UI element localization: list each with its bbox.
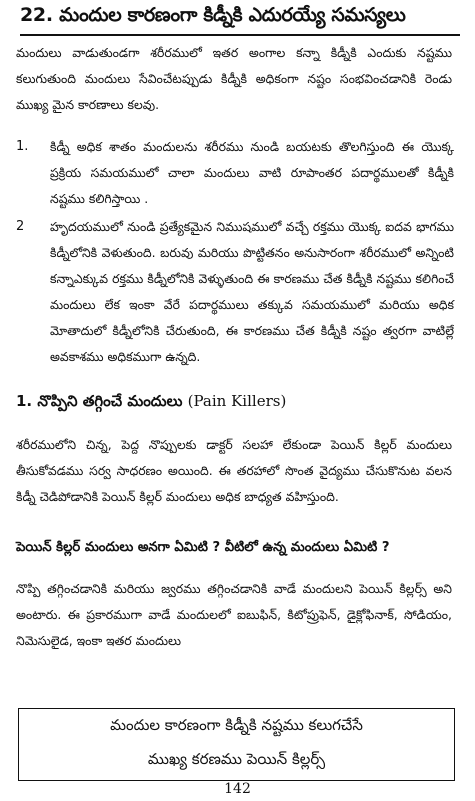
- callout-line: ముఖ్య కరణము పెయిన్ కిల్లర్స్: [147, 750, 326, 768]
- reason-text: కిడ్నీ అధిక శాతం మందులను శరీరము నుండి బయటకు తొలగిస్తుంది ఈ యొక్క ప్రక్రియ సమయములో చాలా మందులు వాటి రూపాంతర పదార్థములతో కిడ్నీకి నష్టము కలిగిస్తాయి .: [50, 139, 454, 206]
- reason-number: 1.: [16, 139, 29, 154]
- intro-paragraph: మందులు వాడుతుండగా శరీరములో ఇతర అంగాల కన్నా కిడ్నీకి ఎందుకు నష్టము కలుగుతుంది మందులు సేవించేటప్పుడు కిడ్నీకి అధికంగా నష్టం సంభవించడానికి రెండు ముఖ్య మైన కారణాలు కలవు.: [16, 45, 452, 112]
- question-heading: పెయిన్ కిల్లర్ మందులు అనగా ఏమిటి ? వీటిలో ఉన్న మందులు ఏమిటి ?: [16, 540, 390, 555]
- section-title-english: (Pain Killers): [187, 392, 287, 410]
- page-number: 142: [224, 781, 251, 797]
- answer-paragraph: నొప్పి తగ్గించడానికి మరియు జ్వరము తగ్గించడానికి వాడే మందులని పెయిన్ కిల్లర్స్ అని అంటారు. ఈ ప్రకారముగా వాడే మందులలో ఐబుఫిన్, కిటోప్రుఫెన్, డైక్లోఫినాక్, సోడియం, నిమెసులైడ, ఇంకా ఇతర మందులు: [16, 581, 452, 648]
- section-number: 1.: [16, 392, 33, 410]
- callout-box: [18, 708, 455, 781]
- callout-line: మందుల కారణంగా కిడ్నీకి నష్టము కలుగచేసే: [110, 716, 363, 734]
- section-paragraph: శరీరములోని చిన్న, పెద్ద నొప్పులకు డాక్టర్ సలహా లేకుండా పెయిన్ కిల్లర్ మందులు తీసుకోవడము సర్వ సాధరణం అయింది. ఈ తరహాలో సొంత వైద్యము చేసుకొనుట వలన కిడ్నీ చెడిపోడానికి పెయిన్ కిల్లర్ మందులు అధిక బాధ్యత వహిస్తుంది.: [16, 437, 452, 504]
- section-title-telugu: నొప్పిని తగ్గించే మందులు: [37, 392, 183, 410]
- reason-text: హృదయములో నుండి ప్రత్యేకమైన నిముషములో వచ్చే రక్తము యొక్క ఐదవ భాగము కిడ్నీలోనికి వెళుతుంది. బరువు మరియు పొట్టితనం అనుసారంగా శరీరములో అన్నింటి కన్నాఎక్కువ రక్తము కిడ్నీలోనికి వెళ్ళుతుంది ఈ కారణము చేత కిడ్నీకి నష్టము కలిగించే మందులు లేక ఇంకా వేరే పదార్థములు తక్కువ సమయములో మరియు అధిక మోతాదులో కిడ్నీలోనికి చేరుతుంది, ఈ కారణము చేత కిడ్నీకి నష్టం త్వరగా వాటిల్లే అవకాశము అధికముగా ఉన్నది.: [50, 219, 454, 364]
- section-heading: [16, 392, 286, 414]
- chapter-title: 22. మందుల కారణంగా కిడ్నీకి ఎదురయ్యే సమస్యలు: [20, 4, 460, 36]
- reason-number: 2: [16, 219, 25, 234]
